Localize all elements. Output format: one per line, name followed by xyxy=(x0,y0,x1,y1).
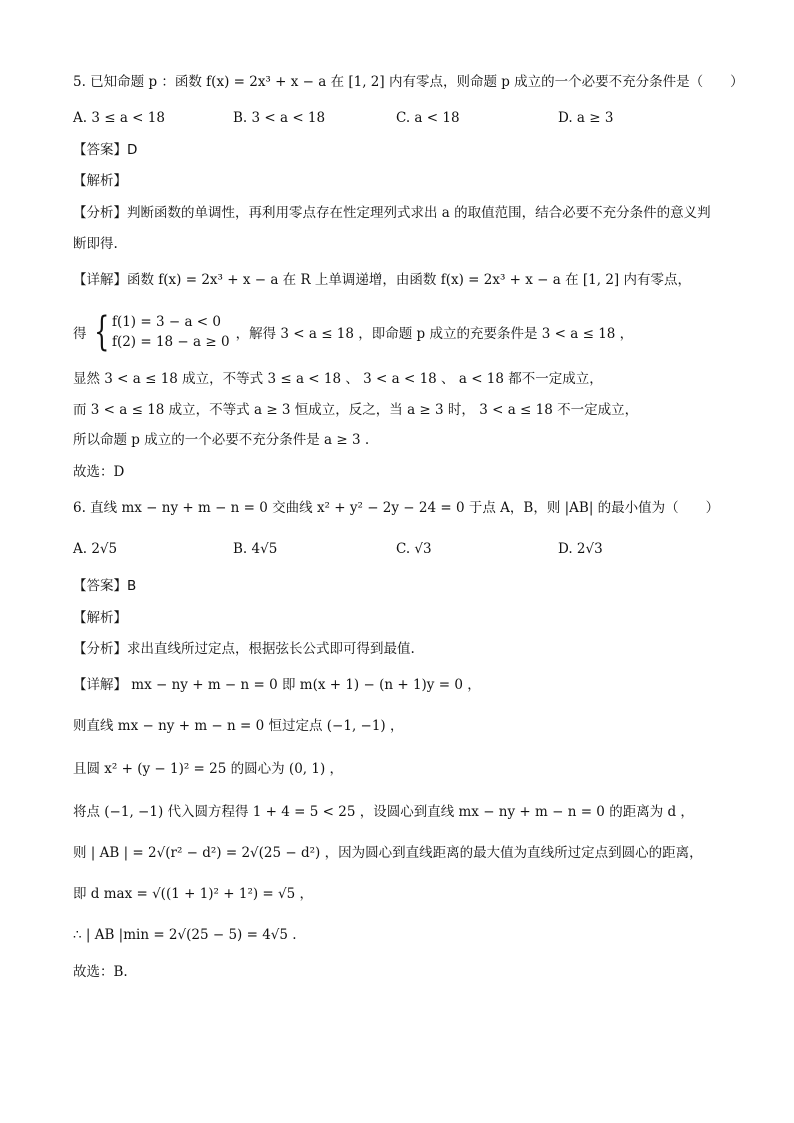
q6-detail-line-5: 则 | AB | = 2√(r² − d²) = 2√(25 − d²) ，因为圆心到直线距离的最大值为直线所过定点到圆心的距离， xyxy=(73,845,703,861)
q5-equation-system xyxy=(73,310,633,354)
left-brace-icon: { xyxy=(93,309,109,355)
q5-option-d: D. a ≥ 3 xyxy=(558,110,614,126)
q5-analysis-line-1: 【分析】判断函数的单调性，再利用零点存在性定理列式求出 a 的取值范围，结合必要不充分条件的意义判 xyxy=(73,205,711,221)
q5-option-b: B. 3 < a < 18 xyxy=(233,110,326,126)
q6-option-c: C. √3 xyxy=(396,541,432,557)
q6-stem: 6. 直线 mx − ny + m − n = 0 交曲线 x² + y² − 2y − 24 = 0 于点 A，B，则 |AB| 的最小值为（ ） xyxy=(73,500,720,516)
q6-answer: 【答案】B xyxy=(73,578,137,594)
q5-detail-line-3: 显然 3 < a ≤ 18 成立，不等式 3 ≤ a < 18 、 3 < a < 18 、 a < 18 都不一定成立， xyxy=(73,371,603,387)
q5-answer: 【答案】D xyxy=(73,142,138,158)
q5-system-rows xyxy=(112,312,230,352)
q6-detail-line-3: 且圆 x² + (y − 1)² = 25 的圆心为 (0, 1) ， xyxy=(73,761,344,777)
q5-system-row-2: f(2) = 18 − a ≥ 0 xyxy=(111,334,230,350)
q5-detail-line-5: 所以命题 p 成立的一个必要不充分条件是 a ≥ 3 . xyxy=(73,432,370,448)
q6-analysis-title: 【解析】 xyxy=(73,610,127,626)
q5-choice: 故选：D xyxy=(73,464,125,480)
q5-system-suffix: ，解得 3 < a ≤ 18 ，即命题 p 成立的充要条件是 3 < a ≤ 18 ， xyxy=(235,326,634,342)
q5-stem: 5. 已知命题 p ：函数 f(x) = 2x³ + x − a 在 [1, 2] 内有零点，则命题 p 成立的一个必要不充分条件是（ ） xyxy=(73,74,744,90)
q6-option-b: B. 4√5 xyxy=(233,541,278,557)
q5-analysis-title: 【解析】 xyxy=(73,173,127,189)
q6-option-d: D. 2√3 xyxy=(558,541,603,557)
q6-detail-line-7: ∴ | AB |min = 2√(25 − 5) = 4√5 . xyxy=(73,927,297,943)
q5-system-prefix: 得 xyxy=(73,326,87,342)
q6-detail-line-2: 则直线 mx − ny + m − n = 0 恒过定点 (−1, −1) ， xyxy=(73,718,404,734)
q5-option-a: A. 3 ≤ a < 18 xyxy=(73,110,165,126)
q6-detail-line-1: 【详解】 mx − ny + m − n = 0 即 m(x + 1) − (n + 1)y = 0 ， xyxy=(73,677,481,693)
q6-analysis-line: 【分析】求出直线所过定点，根据弦长公式即可得到最值. xyxy=(73,641,415,657)
q6-option-a: A. 2√5 xyxy=(73,541,118,557)
q5-analysis-line-2: 断即得. xyxy=(73,236,118,252)
q5-detail-line-1: 【详解】函数 f(x) = 2x³ + x − a 在 R 上单调递增，由函数 f(x) = 2x³ + x − a 在 [1, 2] 内有零点， xyxy=(73,272,691,288)
q6-detail-line-4: 将点 (−1, −1) 代入圆方程得 1 + 4 = 5 < 25 ，设圆心到直线 mx − ny + m − n = 0 的距离为 d ， xyxy=(73,804,694,820)
q5-detail-line-4: 而 3 < a ≤ 18 成立，不等式 a ≥ 3 恒成立，反之，当 a ≥ 3 时， 3 < a ≤ 18 不一定成立， xyxy=(73,402,639,418)
q6-detail-line-6: 即 d max = √((1 + 1)² + 1²) = √5 ， xyxy=(73,886,314,902)
q5-option-c: C. a < 18 xyxy=(396,110,460,126)
q6-choice: 故选：B. xyxy=(73,964,128,980)
q5-system-row-1: f(1) = 3 − a < 0 xyxy=(111,314,221,330)
